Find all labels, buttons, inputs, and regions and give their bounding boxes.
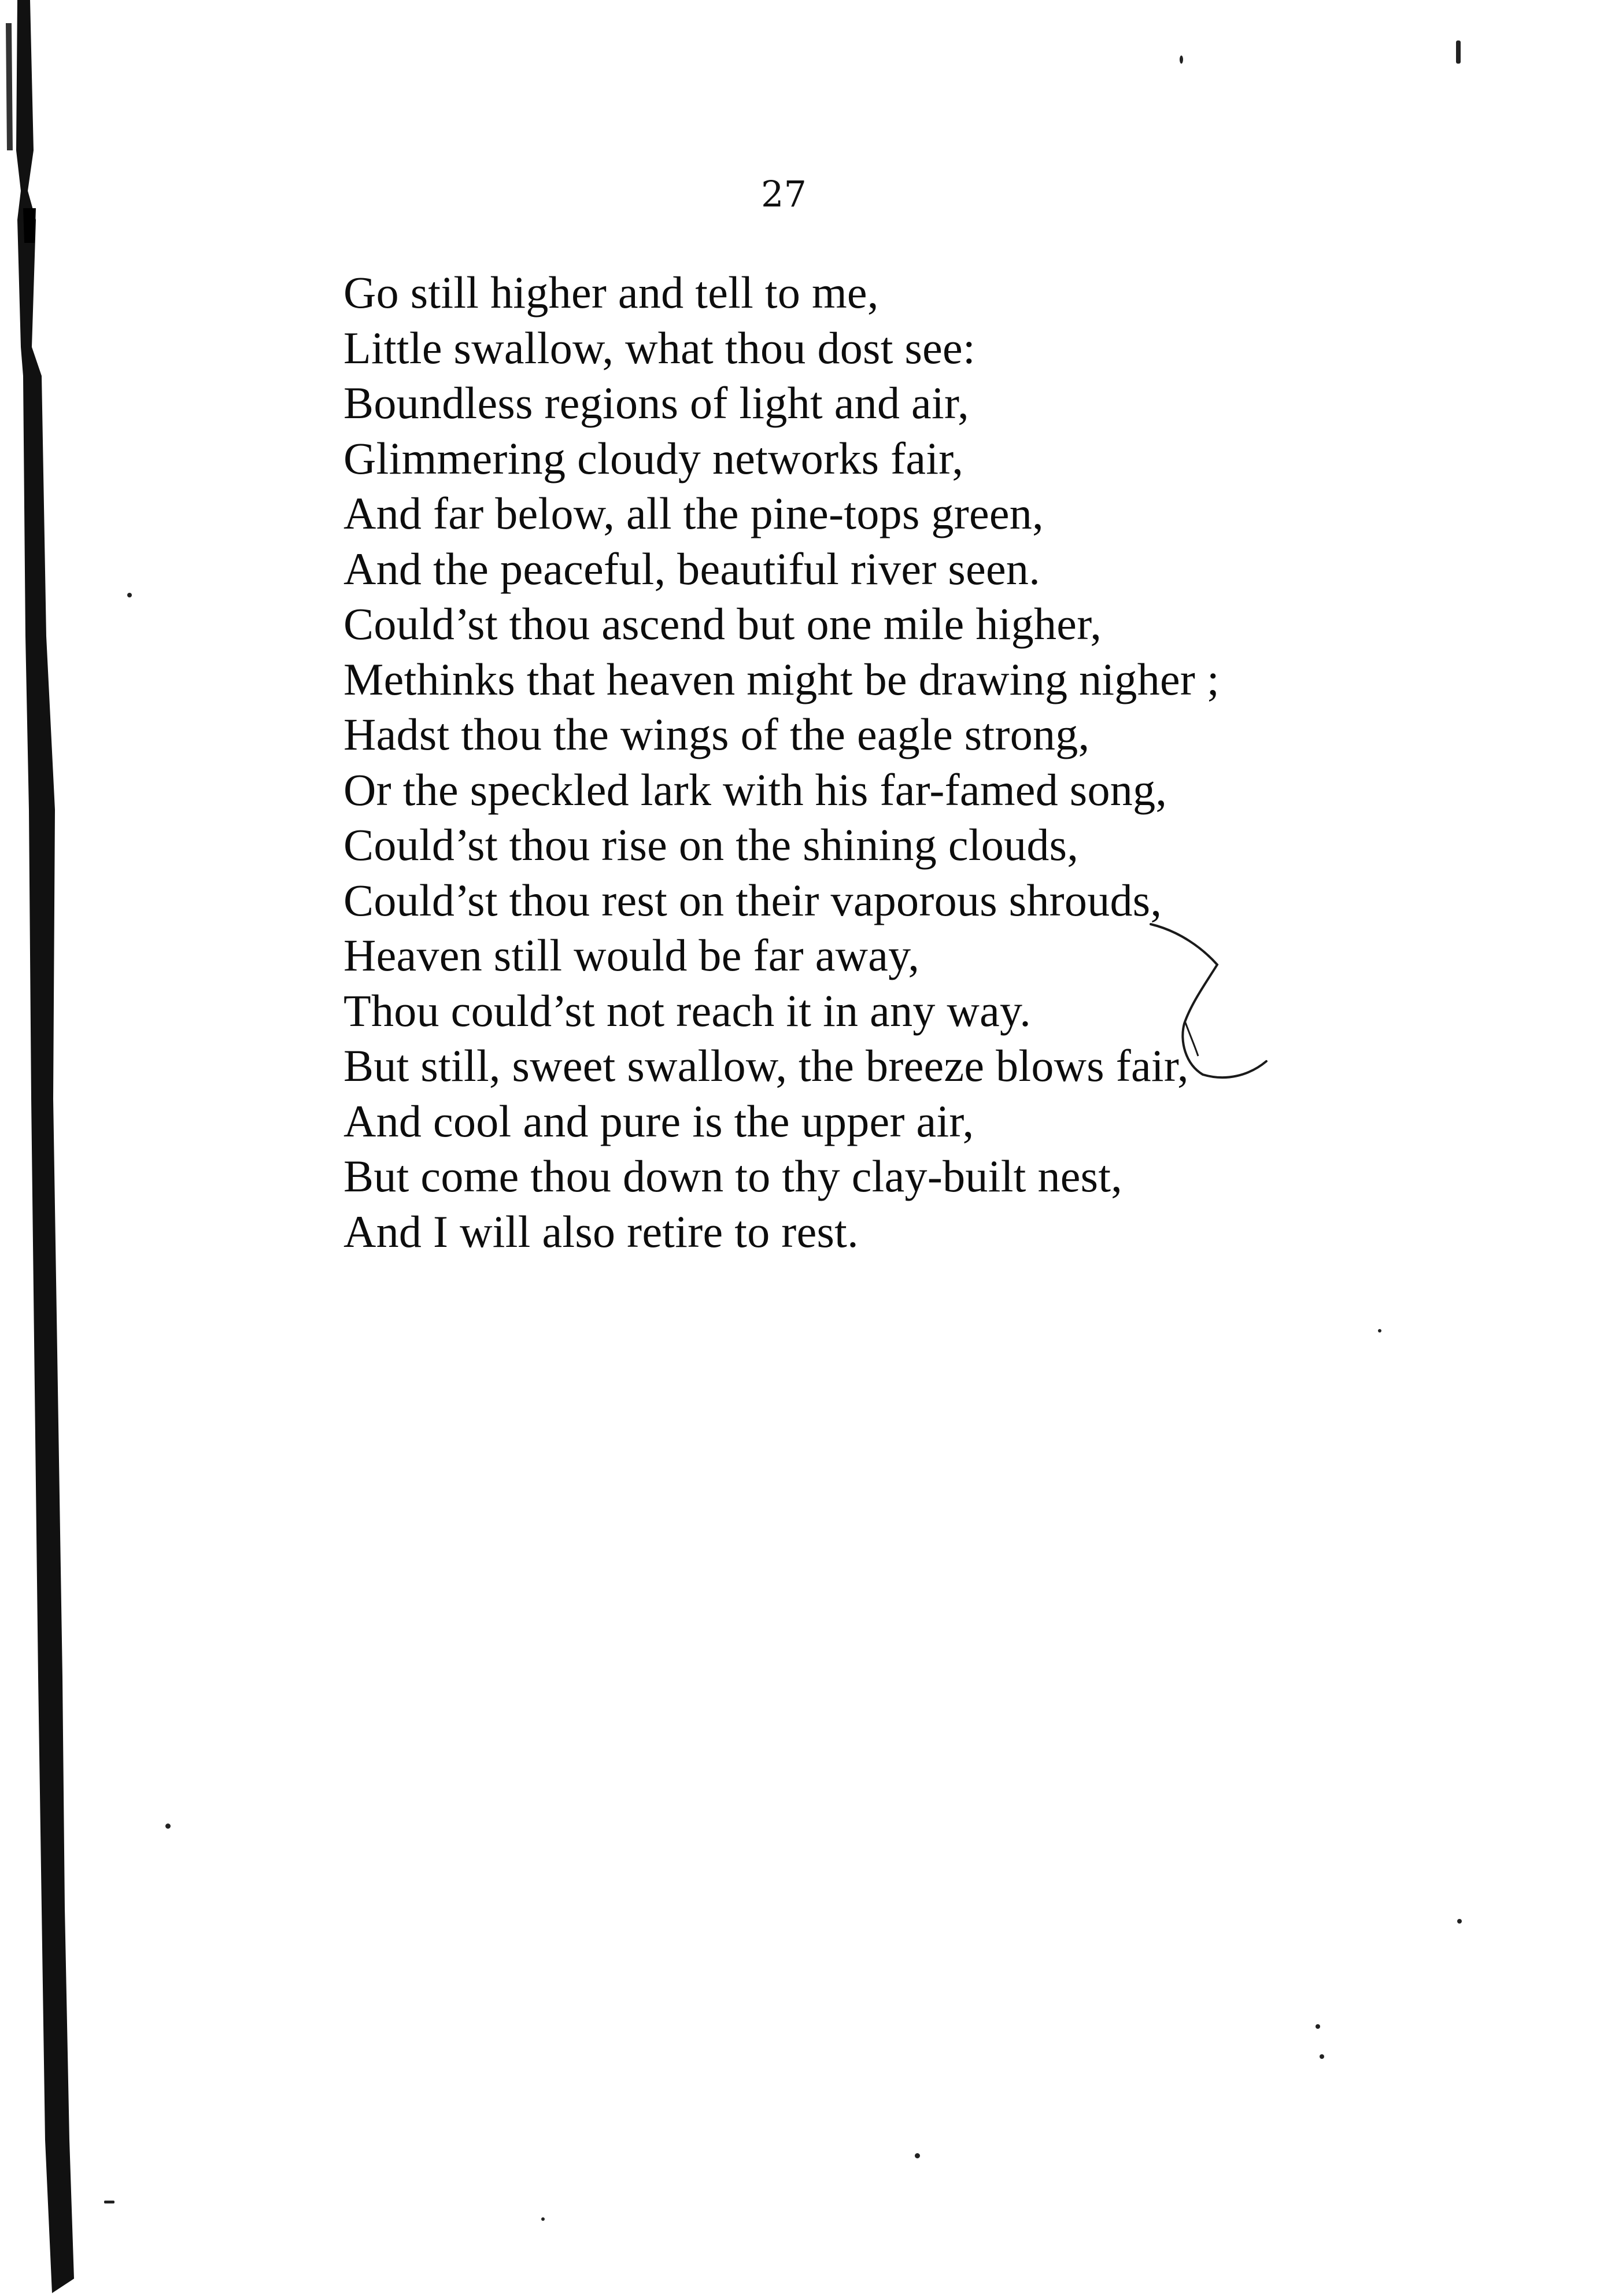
poem-line: And I will also retire to rest. [343, 1206, 859, 1257]
poem-line: Boundless regions of light and air, [343, 378, 969, 428]
poem-line: Heaven still would be far away, [343, 930, 920, 980]
page-number: 27 [761, 173, 807, 215]
poem-line: But come thou down to thy clay-built nest, [343, 1151, 1123, 1201]
scan-speck [127, 593, 132, 597]
scan-speck [1456, 40, 1461, 64]
scan-speck [104, 2201, 114, 2203]
poem-line: And the peaceful, beautiful river seen. [343, 543, 1041, 594]
poem-line: Glimmering cloudy networks fair, [343, 433, 964, 483]
scan-speck [1378, 1329, 1381, 1332]
poem-line: But still, sweet swallow, the breeze blows fair, [343, 1040, 1189, 1091]
poem-line: Could’st thou rest on their vaporous shrouds, [343, 874, 1162, 925]
binding-edge-shadow [0, 0, 93, 2296]
scan-speck [1180, 56, 1183, 64]
poem-line: Could’st thou rise on the shining clouds, [343, 820, 1079, 870]
scan-speck [1316, 2024, 1320, 2029]
poem-line: Methinks that heaven might be drawing nigher ; [343, 654, 1220, 704]
poem-line: And cool and pure is the upper air, [343, 1095, 974, 1146]
poem-line: Or the speckled lark with his far-famed song, [343, 764, 1167, 815]
poem-stanza [343, 265, 1220, 1259]
scan-speck [165, 1823, 171, 1829]
poem-line: Could’st thou ascend but one mile higher, [343, 599, 1102, 649]
scan-speck [1320, 2054, 1324, 2059]
poem-line: Little swallow, what thou dost see: [343, 322, 975, 373]
scan-speck [1457, 1919, 1462, 1924]
scan-speck [915, 2153, 920, 2158]
poem-line: Thou could’st not reach it in any way. [343, 985, 1032, 1036]
poem-line: Go still higher and tell to me, [343, 267, 879, 318]
poem-line: Hadst thou the wings of the eagle strong, [343, 709, 1090, 759]
scan-speck [541, 2217, 545, 2221]
poem-line: And far below, all the pine-tops green, [343, 488, 1044, 538]
